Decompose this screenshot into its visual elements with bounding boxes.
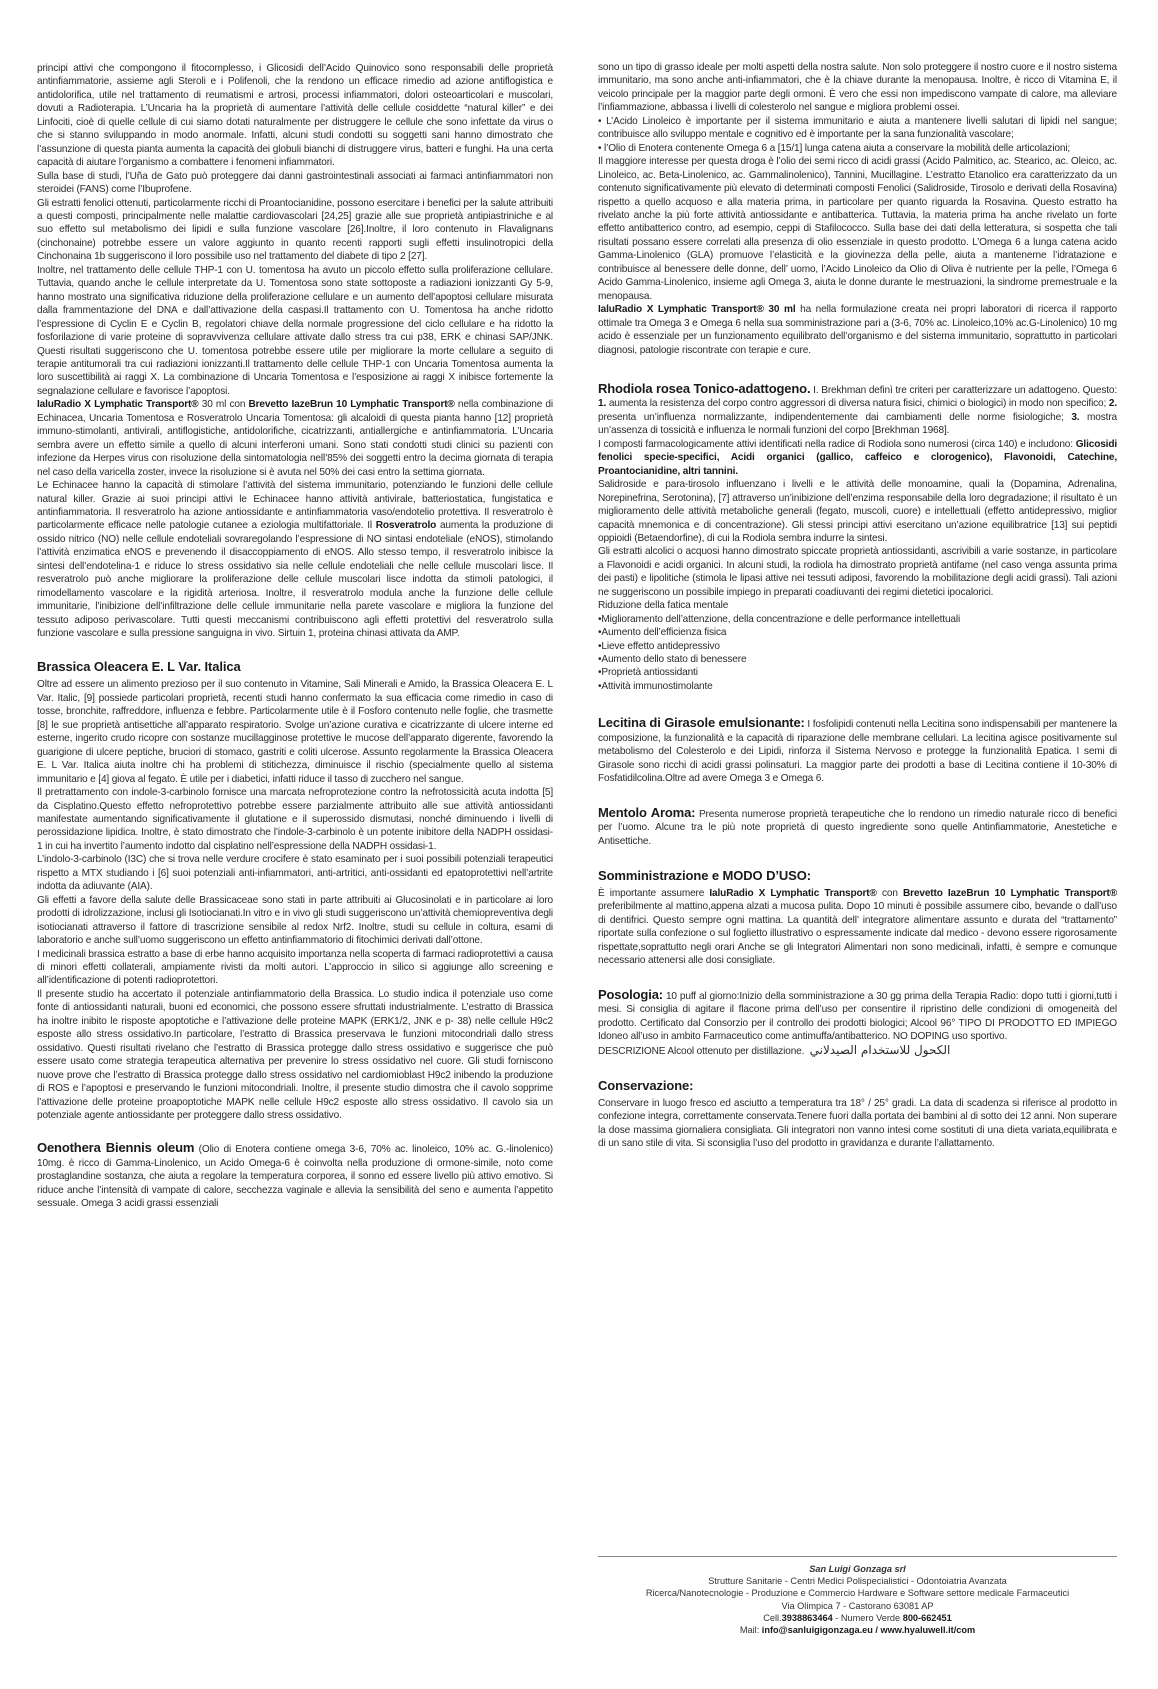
footer-web: Mail: info@sanluigigonzaga.eu / www.hyaluwell.it/com [739, 1625, 976, 1636]
section-title-oenothera: Oenothera Biennis oleum [37, 1140, 195, 1156]
section-mentolo: Mentolo Aroma: Presenta numerose proprietà terapeutiche che lo rendono un rimedio naturale ricco di benefici per l’uomo. Alcune tra le più note proprietà di questo ingrediente sono quelle Antinfiammatorie, Anestetiche e Antisettiche. [598, 804, 1118, 847]
footer-address: Via Olimpica 7 - Castorano 63081 AP [781, 1600, 934, 1611]
right-column [598, 61, 1117, 1151]
list-item: Riduzione della fatica mentale [598, 600, 729, 612]
section-title-lecitina: Lecitina di Girasole emulsionante: [598, 715, 805, 731]
list-item: •Attività immunostimolante [598, 680, 713, 692]
list-item: •Miglioramento dell’attenzione, della concentrazione e delle performance intellettuali [598, 613, 961, 625]
paragraph: Le Echinacee hanno la capacità di stimolare l’attività del sistema immunitario, potenziando le funzioni delle cellule natural killer. Grazie ai suoi principi attivi le Echinacee hanno attività antivirale, batteriostatica, fungistatica e antinfiammatoria. Il resveratrolo ha azione antiossidante e antinfiammatoria vaso/endotelio protettiva. Il resveratrolo è particolarmente efficace nelle patologie cutanee a eziologia multifattoriale. Il Rosveratrolo aumenta la produzione di ossido nitrico (NO) nelle cellule endoteliali sovraregolando l’espressione di NO sintasi endoteliale (eNOS), stimolando l’attività enzimatica eNOS e prevenendo il disaccoppiamento di eNOS. Allo stesso tempo, il resveratrolo inibisce la sintesi dell’endotelina-1 e riduce lo stress ossidativo sia nelle cellule endoteliali che nelle cellule muscolari lisce. Il resveratrolo può anche migliorare la proliferazione delle cellule muscolari lisce indotta da stimoli patologici, il rimodellamento vascolare e la rigidità arteriosa. Inoltre, il resveratrolo modula anche la funzione delle cellule immunitarie, l’inibizione dell’infiltrazione delle cellule immunitarie nella parete vascolare e migliora la funzione del tessuto adiposo perivascolare. Tutti questi meccanismi contribuiscono agli effetti protettivi del resveratrolo sulla funzione vascolare e sulla pressione sanguigna in vivo. Sirtuin 1, proteina chinasi attivata da AMP. [37, 480, 553, 640]
benefits-list [598, 599, 1117, 693]
patent-name: Brevetto IazeBrun 10 Lymphatic Transport® [248, 399, 455, 411]
paragraph: Il presente studio ha accertato il potenziale antinfiammatorio della Brassica. Lo studio indica il potenziale uso come fonte di antiossidanti naturali, buoni ed economici, che possono essere sfruttati industrialmente. L’estratto di Brassica ha inoltre inibito le risposte apoptotiche e l’attivazione delle proteine MAPK (ERK1/2, JNK e p- 38) nelle cellule H9c2 esposte allo stress ossidativo.In particolare, l’estratto di Brassica preservava le funzioni mitocondriali dallo stress ossidativo. Questi risultati rivelano che l’estratto di Brassica protegge dallo stress ossidativo e suggerisce che può essere usato come strategia terapeutica alternativa per prevenire lo stress ossidativo nel cuore. Gli studi forniscono nuove prove che l’estratto di Brassica protegge dallo stress ossidativo nel cardiomioblast H9c2 inibendo la produzione di ROS e l’apoptosi e preservando le funzioni mitocondriali. Inoltre, il presente studio dimostra che il cavolo sopprime l’attivazione delle proteine proapoptotiche MAPK nelle cellule H9c2 esposte allo stress ossidativo. Il cavolo sia un potenziale agente antiossidante per proteggere dallo stress ossidativo. [37, 988, 553, 1121]
section-title-mentolo: Mentolo Aroma: [598, 804, 696, 820]
section-posologia: Posologia: 10 puff al giorno:Inizio della somministrazione a 30 gg prima della Terapia Radio: dopo tutti i giorni,tutti i mesi. Si consiglia di agitare il flacone prima dell’uso per consentire il ripristino delle condizioni di omogeneità del prodotto. Certificato dal Consorzio per il controllo dei prodotti biologici; Alcool 96° TIPO DI PRODOTTO ED IMPIEGO Idoneo all’uso in ambito Farmaceutico come antimuffa/antibatterico. NO DOPING uso sportivo. [598, 986, 1117, 1043]
paragraph: Conservare in luogo fresco ed asciutto a temperatura tra 18° / 25° gradi. La data di scadenza si riferisce al prodotto in confezione integra, correttamente conservata.Tenere fuori dalla portata dei bambini al di sotto dei 12 anni. Non superare la dose massima giornaliera consigliata. Gli integratori non vanno intesi come sostituti di una dieta variata,equilibrata e di un sano stile di vita. Si sconsiglia l’uso del prodotto in gravidanza e durante l’allattamento. [598, 1098, 1117, 1150]
toll-free-number: 800-662451 [902, 1612, 952, 1623]
paragraph: Gli effetti a favore della salute delle Brassicaceae sono stati in parte attribuiti ai Glucosinolati e in particolare ai loro prodotti di idrolizzazione, inclusi gli Isotiocianati.In vitro e in vivo gli studi suggeriscono un’attività chemiopreventiva degli isotiocianati attraverso il fattore di trascrizione sensibile al redox Nrf2. Inoltre, studi su cellule in coltura, esami di laboratorio e anche sull’uomo suggeriscono un effetto antinfiammatorio di fitochimici derivati dall’ottone. [37, 894, 553, 947]
paragraph: I medicinali brassica estratto a base di erbe hanno acquisito importanza nella scoperta di farmaci radioprotettivi a causa di minori effetti collaterali, ampiamente rivisti da molti autori. L’approccio in silico si aggiunge allo screening e all’identificazione di potenti radioprotettori. [37, 948, 553, 987]
section-oenothera: Oenothera Biennis oleum (Olio di Enotera contiene omega 3-6, 70% ac. linoleico, 10% ac. G.-linolenico) 10mg. è ricco di Gamma-Linolenico, un Acido Omega-6 è coinvolta nella produzione di ormone-simile, noto come prostaglandine sostanza, che aiuta a regolare la temperatura corporea, il sonno ed essere livello più attivo emotivo. Si riduce anche l’intensità di vampate di calore, secchezza vaginale e allevia la sensibilità del seno e aumenta l’appetito sessuale. Omega 3 acidi grassi essenziali [37, 1140, 553, 1210]
paragraph: Sulla base di studi, l’Uña de Gato può proteggere dai danni gastrointestinali associati ai farmaci antinfiammatori non steroidei (FANS) come l’Ibuprofene. [37, 170, 553, 196]
paragraph: DESCRIZIONE Alcool ottenuto per distillazione. الكحول للاستخدام الصيدلاني [598, 1042, 951, 1057]
bullet-item: • l’Olio di Enotera contenente Omega 6 a [15/1] lunga catena aiuta a conservare la mobilità delle articolazioni; [598, 142, 1071, 154]
section-rhodiola: Rhodiola rosea Tonico-adattogeno. I. Brekhman definì tre criteri per caratterizzare un adattogeno. Questo: 1. aumenta la resistenza del corpo contro aggressori di diversa natura fisici, chimici o biologici) in modo non specifico; 2. presenta un’influenza normalizzante, indipendentemente dai cambiamenti delle norme fisiologiche; 3. mostra un’assenza di tossicità e influenza le normali funzioni del corpo [Brekhman 1968]. [598, 380, 1117, 437]
list-item: •Aumento dello stato di benessere [598, 654, 747, 666]
section-title-posologia: Posologia: [598, 986, 663, 1002]
paragraph: sono un tipo di grasso ideale per molti aspetti della nostra salute. Non solo proteggere il nostro cuore e il nostro sistema immunitario, ma sono anche anti-infiammatori, che è la chiave durante la menopausa. Inoltre, è ricco di Vitamina E, il veicolo principale per la maggior parte degli ormoni. È vero che essi non impediscono vampate di calore, ma alleviare l’infiammazione, abbassa i livelli di colesterolo nel sangue e migliora problemi ossei. [598, 62, 1117, 114]
paragraph: Il maggiore interesse per questa droga è l’olio dei semi ricco di acidi grassi (Acido Palmitico, ac. Stearico, ac. Oleico, ac. Linoleico, ac. Beta-Linolenico, ac. Gammalinolenico), Tannini, Mucillagine. L’estratto Etanolico era caratterizzato da un contenuto significativamente più elevato di determinati composti Fenolici (Salidroside, Tirosolo e derivati della Rosavina) rispetto a quello acquoso e alla materia prima, in particolare per quanto riguarda la Rosavina. Questo estratto ha rivelato anche la più forte attività antiossidante e antibatterica. Tuttavia, la materia prima ha anche rivelato un forte effetto antibatterico contro, ad esempio, ceppi di Stafilococco. Sulla base dei dati della letteratura, si sospetta che tali risultati possano essere correlati alla presenza di olio essenziale in questo prodotto. L’Omega 6 a lunga catena acido Gamma-Linolenico (GLA) promuove l’elasticità e la giovinezza della pelle, aiuta a mantenerne l’idratazione e contribuisce al benessere delle donne, dell’ uomo, l’Acido Linoleico da Olio di Oliva è nutriente per la pelle, l’Omega 6 Acido Gamma-Linolenico, insieme agli Omega 3, aiuta le donne durante le mestruazioni, la sindrome premestruale e la menopausa. [598, 156, 1117, 302]
phone-number: 3938863464 [781, 1612, 833, 1623]
paragraph: L’indolo-3-carbinolo (I3C) che si trova nelle verdure crocifere è stato esaminato per i suoi possibili potenziali terapeutici rispetto a MTX studiando i [6] suoi potenziali anti-infiammatori, anti-artritici, anti-ossidanti ed epatoprotettivi nell’artrite indotta da adiuvante (AIA). [37, 854, 553, 893]
footer-line: Strutture Sanitarie - Centri Medici Polispecialistici - Odontoiatria Avanzata [708, 1576, 1007, 1587]
paragraph: I composti farmacologicamente attivi identificati nella radice di Rodiola sono numerosi (circa 140) e includono: Glicosidi fenolici specie-specifici, Acidi organici (gallico, caffeico e clorogenico), Flavonoidi, Catechine, Proantocianidine, altri tannini. [598, 438, 1117, 477]
product-name: IaluRadio X Lymphatic Transport® 30 ml [598, 304, 796, 316]
paragraph: Il pretrattamento con indole-3-carbinolo fornisce una marcata nefroprotezione contro la nefrotossicità acuta indotta [5] da Cisplatino.Questo effetto nefroprotettivo potrebbe essere parzialmente attribuito alle sue attività antiossidanti manifestate aumentando significativamente il glutatione e il superossido dismutasi, nonché diminuendo i livelli di perossidazione lipidica. Inoltre, è stato dimostrato che l’indole-3-carbinolo è un potente inibitore della NADPH ossidasi-1 in cui ha invertito l’aumento indotto dal cisplatino nell’espressione della NADPH ossidasi-1. [37, 787, 553, 852]
email-link[interactable]: info@sanluigigonzaga.eu [761, 1625, 873, 1636]
section-title-conservazione: Conservazione: [598, 1078, 694, 1093]
company-footer [598, 1556, 1117, 1636]
section-lecitina: Lecitina di Girasole emulsionante: I fosfolipidi contenuti nella Lecitina sono indispensabili per mantenere la composizione, la funzionalità e la capacità di riparazione delle membrane cellulari. La lecitina agisce positivamente sul metabolismo del Colesterolo e dei Lipidi, rinforza il Sistema Nervoso e protegge la funzionalità Epatica. I semi di Girasole sono ricchi di acidi grassi polinsaturi. La maggior parte dei prodotti a base di Lecitina contiene il 10-30% di Fosfatidilcolina.Oltre ad avere Omega 3 e Omega 6. [598, 715, 1117, 785]
left-column [37, 62, 553, 1211]
bullet-item: • L’Acido Linoleico è importante per il sistema immunitario e aiuta a mantenere livelli salutari di lipidi nel sangue; contribuisce allo sviluppo mentale e cognitivo ed è importante per la sana funzionalità vascolare; [598, 115, 1117, 141]
arabic-text: الكحول للاستخدام الصيدلاني [809, 1042, 951, 1057]
paragraph: Inoltre, nel trattamento delle cellule THP-1 con U. tomentosa ha avuto un piccolo effetto sulla proliferazione cellulare. Tuttavia, quando anche le cellule interpretate da U. Tomentosa sono state sottoposte a radiazioni ionizzanti Gy 5-9, hanno mostrato una significativa riduzione della proliferazione cellulare e un aumento dell’apoptosi cellulare misurata dalla frammentazione del DNA e dall’attivazione della caspasi.Il trattamento con U. Tomentosa ha anche ridotto l’espressione di Cyclin E e Cyclin B, regolatori chiave della normale progressione del ciclo cellulare e ha ridotto la fosforilazione di varie proteine di sopravvivenza cellulare attivate dallo stress tra cui p38, ERK e chinasi SAP/JNK. Questi risultati suggeriscono che U. tomentosa potrebbe essere utile per migliorare la morte cellulare a seguito di terapie antitumorali tra cui radiazioni ionizzanti.Il trattamento delle cellule THP-1 con Uncaria Tomentosa aumenta la loro suscettibilità ai raggi X. La combinazione di Uncaria Tomentosa e l’esposizione ai raggi X inibisce fortemente la segnalazione cellulare e favorisce l’apoptosi. [37, 264, 553, 397]
paragraph: IaluRadio X Lymphatic Transport® 30 ml con Brevetto IazeBrun 10 Lymphatic Transport® nella combinazione di Echinacea, Uncaria Tomentosa e Rosveratrolo Uncaria Tomentosa: gli alcaloidi di questa pianta hanno [12] proprietà immuno-stimolanti, antivirali, antiflogistiche, antidolorifiche, cicatrizzanti, antiallergiche e antinfiammatoria. L’Uncaria sembra avere un effetto simile a quello di alcuni interferoni umani. Sono stati condotti studi clinici su pazienti con infezione da Herpes virus con risoluzione della sintomatologia nell’85% dei soggetti entro la decima giornata di terapia nel caso della varicella zoster, invece la risoluzione si è avuta nel 50% dei casi entro la settima giornata. [37, 399, 553, 478]
section-title-rhodiola: Rhodiola rosea Tonico-adattogeno. [598, 380, 811, 396]
footer-line: Ricerca/Nanotecnologie - Produzione e Commercio Hardware e Software settore medicale Farmaceutici [645, 1588, 1070, 1599]
list-item: •Proprietà antiossidanti [598, 667, 698, 679]
list-item: •Aumento dell’efficienza fisica [598, 627, 727, 639]
paragraph: Gli estratti alcolici o acquosi hanno dimostrato spiccate proprietà antiossidanti, ascrivibili a varie sostanze, in particolare a Flavonoidi e acidi organici. In alcuni studi, la rodiola ha dimostrato proprietà antifame (nel caso venga assunta prima dei pasti) e lipolitiche (stimola le lipasi attive nei tessuti adiposi, favorendo la mobilitazione degli acidi grassi). Tali azioni ne suggeriscono un possibile impiego in preparati coadiuvanti dei regimi dietetici ipocalorici. [598, 546, 1117, 598]
section-title-brassica: Brassica Oleacera E. L Var. Italica [37, 659, 241, 675]
website-link[interactable]: www.hyaluwell.it/com [880, 1625, 976, 1636]
section-title-somministrazione: Somministrazione e MODO D’USO: [598, 868, 811, 884]
paragraph: Oltre ad essere un alimento prezioso per il suo contenuto in Vitamine, Sali Minerali e Amido, la Brassica Oleacera E. L Var. Italic, [9] possiede particolari proprietà, recenti studi hanno confermato la sua efficacia come rimedio in caso di tosse, bronchite, raffreddore, influenza e febbre. Particolarmente utile è il Fosforo contenuto nelle foglie, che trasmette [8] le sue proprietà antisettiche all’apparato respiratorio. Svolge un’azione curativa e cicatrizzante di ulcere interne ed esterne, ingerito crudo ricopre con sostanze mucillagginose protettive le mucose dell’apparato digerente, favorendo la guarigione di ulcere peptiche, bruciori di stomaco, gastriti e coliti ulcerose. Assunto regolarmente la Brassica Oleacera E. L Var. Italica aiuta inoltre chi ha problemi di stitichezza, diminuisce il rischio (specialmente quello al sistema immunitario e [4] giova al fegato. È utile per i diabetici, infatti riduce il tasso di zucchero nel sangue. [37, 679, 553, 785]
company-name: San Luigi Gonzaga srl [809, 1564, 906, 1574]
patent-name: Brevetto IazeBrun 10 Lymphatic Transport® [902, 888, 1117, 900]
footer-contacts: Cell.3938863464 - Numero Verde 800-662451 [763, 1612, 952, 1623]
paragraph: È importante assumere IaluRadio X Lymphatic Transport® con Brevetto IazeBrun 10 Lymphatic Transport® preferibilmente al mattino,appena alzati a mucosa pulita. Dopo 10 minuti è possibile assumere cibo, bevande o dall’uso di dentifrici. Questo sempre ogni mattina. La quantità dell’ integratore alimentare assunto e durata del “trattamento” riportate sulla confezione o sul foglietto illustrativo o espressamente indicate dal medico - devono essere rigorosamente rispettate,soprattutto negli orari Anche se gli Integratori Alimentari non sono medicinali, infatti, è sempre e comunque necessario attenersi alle dosi consigliate. [598, 888, 1117, 967]
list-item: •Lieve effetto antidepressivo [598, 640, 720, 652]
product-name: IaluRadio X Lymphatic Transport® [37, 399, 199, 411]
paragraph: IaluRadio X Lymphatic Transport® 30 ml ha nella formulazione creata nei propri laboratori di ricerca il rapporto ottimale tra Omega 3 e Omega 6 nella sua somministrazione pari a (3-6, 70% ac. Linoleico,10% ac.G-Linolenico) 10 mg acido è essenziale per un funzionamento equilibrato dell’organismo e del sistema immunitario, soprattutto in particolari diagnosi, patologie riscontrate con terapie e cure. [598, 304, 1117, 356]
paragraph: Gli estratti fenolici ottenuti, particolarmente ricchi di Proantocianidine, possono esercitare i benefici per la salute attribuiti a questi composti, principalmente nelle malattie cardiovascolari [24,25] grazie alle sue proprietà antipiastriniche e al suo effetto sul metabolismo dei lipidi e sulla funzione vascolare [26].Inoltre, il loro contenuto in Flavalignans (cinchonaine) potrebbe essere un valore aggiunto in quanto recenti rapporti sugli effetti insulinotropici della Cinchonaina 1b suggeriscono il loro possibile uso nel trattamento del diabete di tipo 2 [27]. [37, 197, 553, 263]
paragraph: Salidroside e para-tirosolo influenzano i livelli e le attività delle monoamine, quali la (Dopamina, Adrenalina, Norepinefrina, Serotonina), [7] attraverso un’inibizione dell’enzima responsabile della loro degradazione; il risultato è un miglioramento delle attività metaboliche generali (fegato, muscoli, cuore) e intellettuali (effetto antidepressivo, miglior capacità mnemonica e di concentrazione). Gli stessi principi attivi esercitano un’azione equilibratrice [13] sui peptidi oppioidi (Betaendorfine), di cui la Rodiola sembra indurre la sintesi. [598, 479, 1117, 544]
product-name: IaluRadio X Lymphatic Transport® [709, 888, 877, 900]
paragraph: principi attivi che compongono il fitocomplesso, i Glicosidi dell’Acido Quinovico sono responsabili delle proprietà antinfiammatorie, assieme agli Steroli e i Polifenoli, che la rendono un efficace rimedio ad azione antiflogistica e antidolorifica, utile nel trattamento di reumatismi e artrosi, processi infiammatori, dolori osteoarticolari e muscolari, dovuti a Radioterapia. L’Uncaria ha la proprietà di aumentare l’attività delle cellule cosiddette “natural killer” e dei Linfociti, cioè di quelle cellule di cui siamo dotati naturalmente per distruggere le cellule che sono infettate da virus o che si stanno sviluppando in modo anormale. Infatti, alcuni studi condotti su soggetti sani hanno dimostrato che l’assunzione di questa pianta aumenta la capacità dei globuli bianchi di distruggere virus, batteri e funghi. Ha una certa capacità di aiutare l’organismo a combattere i fenomeni infiammatori. [37, 63, 553, 169]
